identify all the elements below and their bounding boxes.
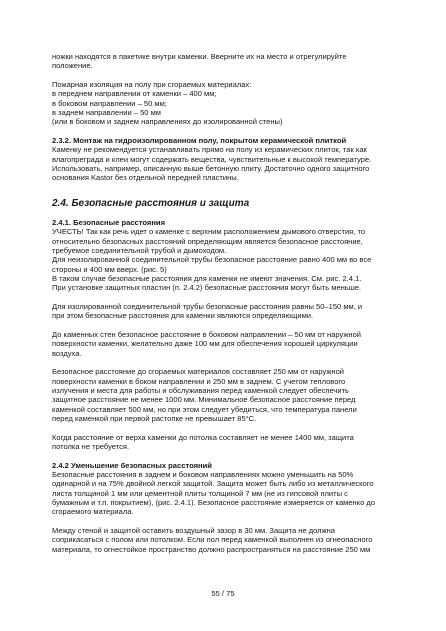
paragraph-line: До каменных стен безопасное расстояние в боковом направлении – 50 мм от наружной: [52, 329, 362, 339]
page-number: 55 / 75: [211, 589, 235, 598]
paragraph-line: защитное расстояние не менее 1000 мм. Минимальное безопасное расстояние перед: [52, 395, 356, 405]
paragraph-line: При установке защитных пластин (п. 2.4.2) безопасные расстояния могут быть меньше.: [52, 283, 362, 293]
paragraph-line: материала, то огнестойкое пространство должно распространяться на расстояние 250 мм: [52, 544, 371, 554]
paragraph: [52, 526, 394, 554]
paragraph-line: стороны и 400 мм вверх. (рис. 5): [52, 264, 167, 274]
paragraph-line: Использовать, например, описанную выше бетонную плиту. Достаточно одного защитного: [52, 164, 370, 174]
paragraph-line: сгораемого материала.: [52, 507, 134, 517]
paragraph-line: поверхности каменки, желательно даже 100 мм для обеспечения хорошей циркуляции: [52, 339, 358, 349]
paragraph: [52, 302, 394, 321]
insulation-line: Пожарная изоляция на полу при сгораемых материалах:: [52, 79, 252, 89]
paragraph-line: одинарной и на 75% двойной легкой защитой. Защита может быть либо из металлического: [52, 479, 374, 489]
paragraph: [52, 433, 394, 452]
intro-line-1: ножки находятся в пакетике внутри каменки. Вверните их на место и отрегулируйте: [52, 52, 347, 61]
section-2-3-2: [52, 136, 394, 183]
paragraph-line: УЧЕСТЬ! Так как речь идет о каменке с верхним расположением дымового отверстия, то: [52, 227, 366, 237]
paragraph-line: Для изолированной соединительной трубы безопасные расстояния равны 50–150 мм, и: [52, 301, 363, 311]
paragraph-line: Безопасное расстояние до сгораемых материалов составляет 250 мм от наружной: [52, 367, 345, 377]
insulation-line: в переднем направлении от каменки – 400 мм;: [52, 89, 217, 99]
paragraph-line: потолка не требуется.: [52, 441, 130, 451]
paragraph-line: Каменку не рекомендуется устанавливать прямо на полу из керамических плиток, так как: [52, 145, 367, 155]
section-2-3-2-heading: 2.3.2. Монтаж на гидроизолированном полу, покрытом керамической плиткой: [52, 136, 347, 145]
paragraph-line: при этом безопасные расстояния для каменки являются определяющими.: [52, 311, 314, 321]
insulation-line: в боковом направлении – 50 мм;: [52, 98, 167, 108]
paragraph-line: листа толщиной 1 мм или цементной плиты толщиной 7 мм (не из гипсовой плиты с: [52, 488, 348, 498]
paragraph-line: относительно безопасных расстояний определяющим является безопасное расстояние,: [52, 236, 363, 246]
insulation-line: (или в боковом и заднем направлениях до изолированной стены): [52, 117, 283, 127]
paragraph-line: соприкасаться с полом или потолком. Если пол перед каменкой выполнен из огнеопасного: [52, 535, 373, 545]
paragraph-line: Когда расстояние от верха каменки до потолка составляет не менее 1400 мм, защита: [52, 432, 354, 442]
section-2-4-2-heading: 2.4.2 Уменьшение безопасных расстояний: [52, 460, 212, 470]
insulation-block: [52, 80, 394, 127]
section-2-4-1-heading: 2.4.1. Безопасные расстояния: [52, 217, 166, 227]
document-page: [52, 52, 394, 554]
paragraph-line: воздуха.: [52, 348, 82, 358]
paragraph-line: перед каменкой при первой растопке не превышает 85°C.: [52, 413, 257, 423]
paragraph-line: излучения и места для работы и обслуживания перед каменкой следует обеспечить: [52, 385, 349, 395]
section-2-4: [52, 198, 394, 210]
paragraph-line: влагопреграда и клеи могут содержать вещества, чувствительные к высокой температуре.: [52, 154, 372, 164]
paragraph-line: Между стеной и защитой оставить воздушный зазор в 30 мм. Защита не должна: [52, 525, 335, 535]
intro-line-2: положение.: [52, 61, 93, 71]
paragraph-line: основания Kastor без отдельной передней пластины.: [52, 173, 239, 183]
insulation-line: в заднем направлении – 50 мм: [52, 108, 161, 118]
section-2-4-1: [52, 218, 394, 451]
paragraph: [52, 367, 394, 423]
paragraph-line: бумажным и т.п. покрытием), (рис. 2.4.1). Безопасное расстояние измеряется от каменко до: [52, 497, 375, 507]
paragraph-line: требуемое соединительной трубой и дымоходом.: [52, 245, 227, 255]
paragraph-line: В таком случае безопасные расстояния для каменки не имеют значения. См. рис. 2.4.1.: [52, 273, 362, 283]
paragraph-line: каменкой составляет 500 мм, но при этом следует убедиться, что температура панели: [52, 404, 357, 414]
paragraph-line: поверхности каменки в боком направлении и 250 мм в заднем. С учетом теплового: [52, 376, 346, 386]
section-2-4-heading: 2.4. Безопасные расстояния и защита: [52, 197, 250, 209]
paragraph: [52, 330, 394, 358]
paragraph-line: Для неизолированной соединительной трубы безопасное расстояние равно 400 мм во все: [52, 255, 372, 265]
paragraph-line: Безопасные расстояния в заднем и боковом направлениях можно уменьшить на 50%: [52, 469, 354, 479]
section-2-4-2: [52, 461, 394, 554]
